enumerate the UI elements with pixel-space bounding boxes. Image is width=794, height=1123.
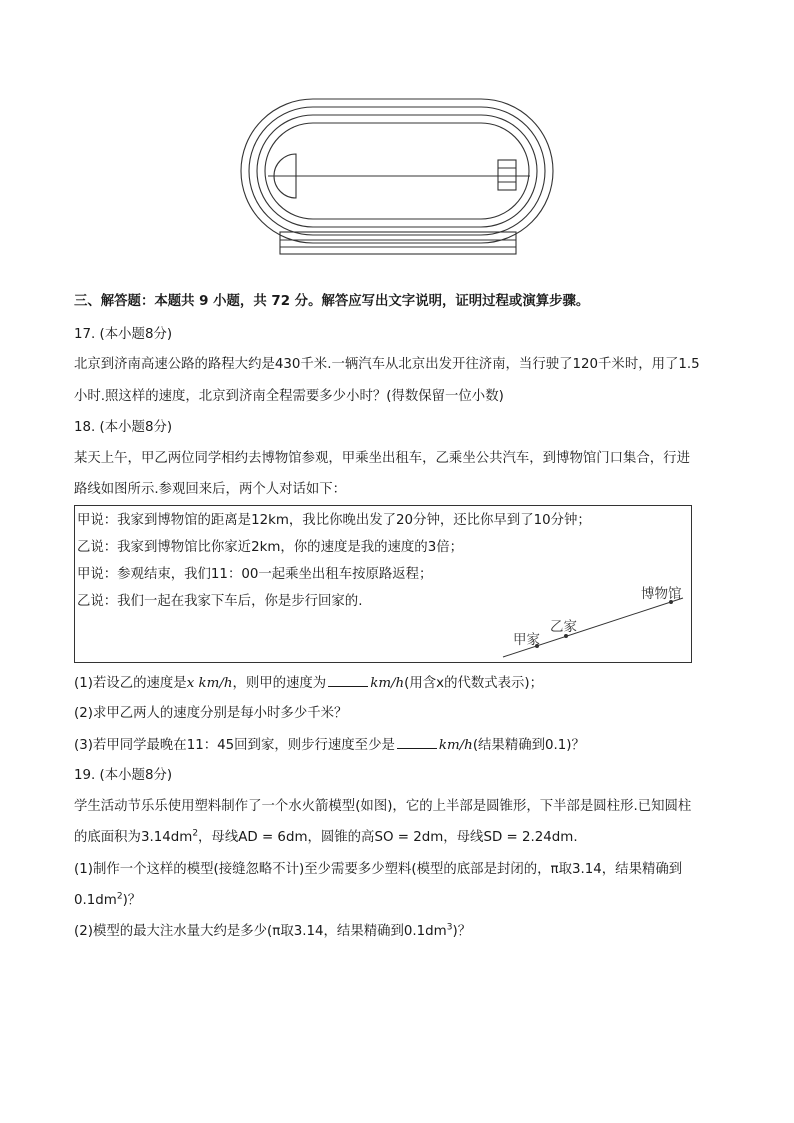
track-lane-inner xyxy=(265,123,529,219)
route-diagram xyxy=(495,584,691,662)
q19-text-line2 xyxy=(74,828,578,848)
museum-label: 博物馆 xyxy=(641,586,682,602)
q18-sub2: (2)求甲乙两人的速度分别是每小时多少千米？ xyxy=(74,706,348,721)
yi-home-label: 乙家 xyxy=(550,619,577,635)
q18-sub3-unit: km/h xyxy=(438,738,473,753)
q17-label: 17. (本小题8分) xyxy=(74,327,173,342)
dialogue-line: 乙说：我们一起在我家下车后，你是步行回家的. xyxy=(77,594,363,609)
section-header: 三、解答题：本题共 9 小题，共 72 分。解答应写出文字说明，证明过程或演算步骤。 xyxy=(74,294,590,309)
dialogue-box xyxy=(74,505,692,663)
q19-text-line2-post: ，母线AD = 6dm，圆锥的高SO = 2dm，母线SD = 2.24dm. xyxy=(198,830,578,845)
q19-text-line2-sup: 2 xyxy=(192,828,199,839)
goal-area xyxy=(498,160,516,190)
q17-text-line1: 北京到济南高速公路的路程大约是430千米.一辆汽车从北京出发开往济南，当行驶了120千米时，用了1.5 xyxy=(74,357,700,372)
running-track-figure xyxy=(238,96,556,260)
track-lane-3 xyxy=(257,115,537,227)
q18-sub1-mid: ，则甲的速度为 xyxy=(232,676,327,691)
answer-blank[interactable] xyxy=(397,735,437,749)
route-line xyxy=(503,598,683,657)
answer-blank[interactable] xyxy=(328,673,368,687)
jia-home-label: 甲家 xyxy=(513,632,540,648)
q18-sub1-unit: km/h xyxy=(370,676,405,691)
q19-sub1-line2-sup: 2 xyxy=(116,891,123,902)
dialogue-line: 甲说：我家到博物馆的距离是12km，我比你晚出发了20分钟，还比你早到了10分钟； xyxy=(77,513,591,528)
q18-intro-line1: 某天上午，甲乙两位同学相约去博物馆参观，甲乘坐出租车，乙乘坐公共汽车，到博物馆门口集合，行进 xyxy=(74,451,690,466)
q18-sub1 xyxy=(74,673,543,694)
q18-sub3-pre: (3)若甲同学最晚在11：45回到家，则步行速度至少是 xyxy=(74,738,395,753)
q19-sub2 xyxy=(74,922,471,942)
dialogue-line: 甲说：参观结束，我们11：00一起乘坐出租车按原路返程； xyxy=(77,567,433,582)
q19-sub1-line1: (1)制作一个这样的模型(接缝忽略不计)至少需要多少塑料(模型的底部是封闭的，π取3.14，结果精确到 xyxy=(74,862,683,877)
q18-sub1-pre: (1)若设乙的速度是 xyxy=(74,676,187,691)
q17-text-line2: 小时.照这样的速度，北京到济南全程需要多少小时？(得数保留一位小数) xyxy=(74,389,504,404)
track-lane-2 xyxy=(249,107,545,235)
q18-sub1-post: (用含x的代数式表示)； xyxy=(404,676,544,691)
dialogue-line: 乙说：我家到博物馆比你家近2km，你的速度是我的速度的3倍； xyxy=(77,540,463,555)
q19-sub1-line2-post: )？ xyxy=(122,893,142,908)
q19-sub2-pre: (2)模型的最大注水量大约是多少(π取3.14，结果精确到0.1dm xyxy=(74,924,447,939)
q19-text-line1: 学生活动节乐乐使用塑料制作了一个水火箭模型(如图)，它的上半部是圆锥形，下半部是圆柱形.已知圆柱 xyxy=(74,799,692,814)
q18-label: 18. (本小题8分) xyxy=(74,420,173,435)
q19-sub2-post: )？ xyxy=(452,924,472,939)
q19-text-line2-pre: 的底面积为3.14dm xyxy=(74,830,193,845)
q18-sub3 xyxy=(74,735,585,756)
q19-sub1-line2 xyxy=(74,891,141,911)
q18-sub3-post: (结果精确到0.1)？ xyxy=(472,738,585,753)
q18-sub1-var: x km/h xyxy=(186,676,233,691)
q19-label: 19. (本小题8分) xyxy=(74,768,173,783)
q19-sub2-sup: 3 xyxy=(446,922,453,933)
q18-intro-line2: 路线如图所示.参观回来后，两个人对话如下： xyxy=(74,482,347,497)
q19-sub1-line2-pre: 0.1dm xyxy=(74,893,117,908)
